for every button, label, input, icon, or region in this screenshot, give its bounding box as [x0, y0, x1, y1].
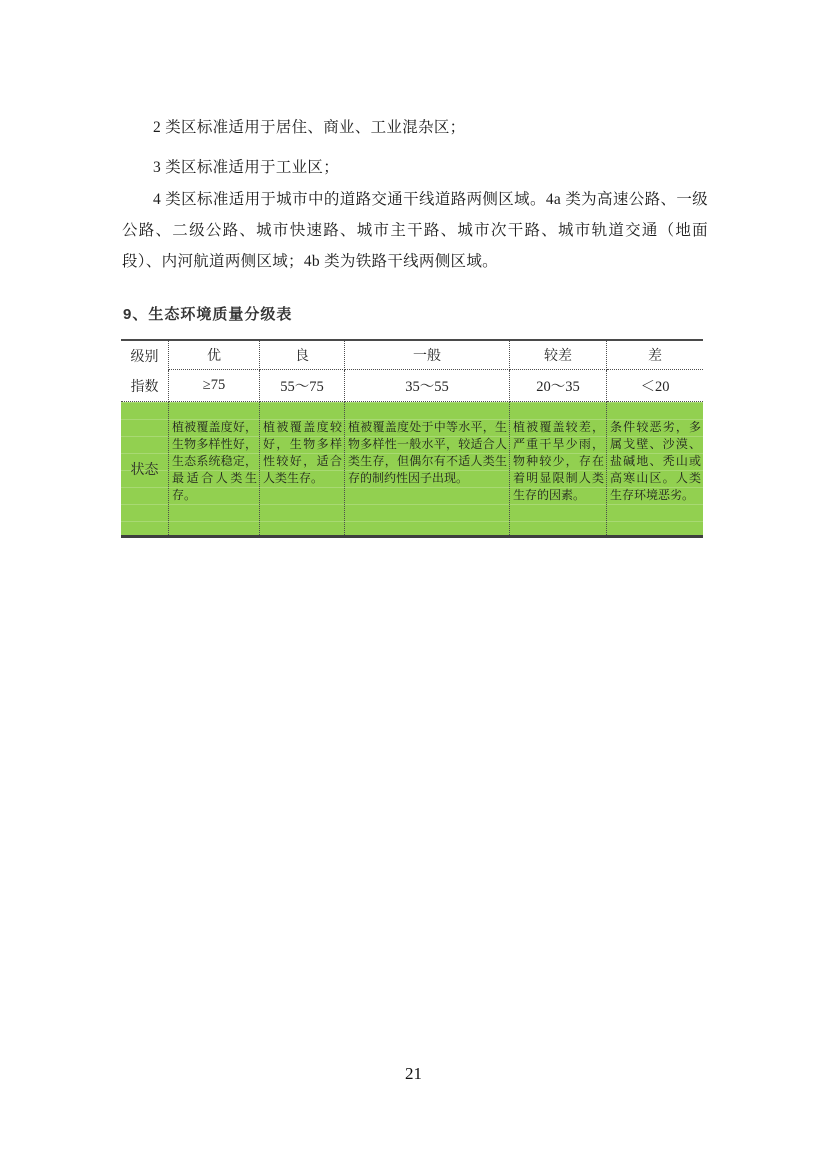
- index-value: 35～55: [345, 370, 510, 402]
- row-label-level: 级别: [121, 341, 169, 370]
- paragraph-zone-4: 4 类区标准适用于城市中的道路交通干线道路两侧区域。4a 类为高速公路、一级公路、二级公路、城市快速路、城市主干路、城市次干路、城市轨道交通（地面段）、内河航道两侧区域；4b 类为铁路干线两侧区域。: [122, 190, 708, 270]
- level-header: 一般: [345, 341, 510, 370]
- index-value: 20～35: [510, 370, 607, 402]
- row-label-status: 状态: [121, 402, 169, 535]
- level-header: 良: [260, 341, 345, 370]
- quality-grading-table: [121, 339, 703, 538]
- status-description: 植被覆盖度较好，生物多样性较好，适合人类生存。: [260, 402, 345, 535]
- paragraph-zone-3: 3 类区标准适用于工业区；: [153, 158, 340, 176]
- index-value: 55～75: [260, 370, 345, 402]
- index-value: ＜20: [607, 370, 703, 402]
- page-number: 21: [405, 1064, 422, 1083]
- level-header: 差: [607, 341, 703, 370]
- table-title: 9、生态环境质量分级表: [123, 306, 293, 323]
- status-description: 植被覆盖较差，严重干旱少雨，物种较少，存在着明显限制人类生存的因素。: [510, 402, 607, 535]
- row-label-index: 指数: [121, 370, 169, 402]
- level-header: 较差: [510, 341, 607, 370]
- index-value: ≥75: [169, 370, 260, 402]
- status-description: 植被覆盖度好，生物多样性好，生态系统稳定，最适合人类生存。: [169, 402, 260, 535]
- level-header: 优: [169, 341, 260, 370]
- status-description: 条件较恶劣，多属戈壁、沙漠、盐碱地、秃山或高寒山区。人类生存环境恶劣。: [607, 402, 703, 535]
- paragraph-zone-2: 2 类区标准适用于居住、商业、工业混杂区；: [153, 118, 466, 136]
- status-description: 植被覆盖度处于中等水平，生物多样性一般水平，较适合人类生存，但偶尔有不适人类生存的制约性因子出现。: [345, 402, 510, 535]
